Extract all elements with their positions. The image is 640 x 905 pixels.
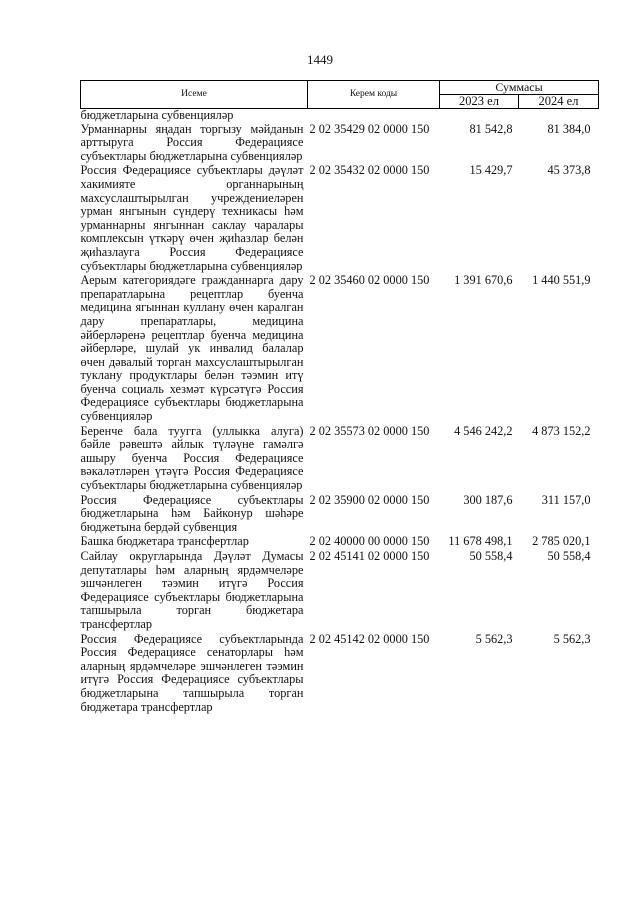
header-sums: Суммасы — [440, 81, 599, 95]
table-row — [81, 633, 599, 716]
row-name: Россия Федерациясе субъектларында Россия Федерациясе сенаторлары һәм аларның ярдәмчеләре эшчәнлеген тәэмин итүгә Россия Федерациясе субъектлары бюджетларына тапшырыла торган бюджетара трансфертлар — [80, 631, 304, 714]
header-year-2023: 2023 ел — [440, 95, 519, 109]
row-value-2023: 50 558,4 — [469, 549, 513, 563]
row-value-2023: 4 546 242,2 — [454, 423, 513, 438]
row-name: Россия Федерациясе субъектлары бюджетларына һәм Байконур шәһәре бюджетына бердәй субвенция — [80, 492, 304, 534]
row-value-2023: 1 391 670,6 — [454, 273, 513, 288]
row-value-2024: 81 384,0 — [547, 121, 591, 136]
row-value-2023 — [440, 109, 519, 123]
header-year-2024: 2024 ел — [519, 95, 599, 109]
table-row — [81, 494, 599, 536]
table-row — [81, 123, 599, 165]
row-value-2024: 1 440 551,9 — [532, 273, 591, 288]
row-name: Башка бюджетара трансфертлар — [80, 534, 249, 549]
row-name: Беренче бала туугга (уллыкка алуга) бәйле рәвештә айлык түләүне гамәлгә ашыру буенча Россия Федерациясе вәкаләтләрен үтәүгә Россия Федерациясе субъектлары бюджетларына субвенцияләр — [80, 423, 304, 493]
page-number: 1449 — [307, 52, 333, 67]
table-row — [81, 274, 599, 425]
row-name: бюджетларына субвенцияләр — [80, 108, 234, 122]
row-value-2023: 81 542,8 — [469, 121, 513, 136]
row-value-2023: 300 187,6 — [463, 492, 513, 507]
row-code: 2 02 35429 02 0000 150 — [309, 121, 430, 136]
row-code: 2 02 35460 02 0000 150 — [309, 273, 430, 288]
row-value-2024: 311 157,0 — [541, 492, 591, 507]
row-name: Сайлау округларында Дәүләт Думасы депутатлары һәм аларның ярдәмчеләре эшчәнлеген тәэмин итүгә Россия Федерациясе субъектлары бюджетларына тапшырыла торган бюджетара трансфертлар — [80, 549, 304, 631]
row-code: 2 02 45142 02 0000 150 — [309, 631, 430, 646]
row-value-2024: 5 562,3 — [553, 631, 591, 646]
row-code — [308, 109, 440, 123]
row-value-2024: 2 785 020,1 — [532, 534, 591, 549]
table-row — [81, 535, 599, 550]
row-code: 2 02 35573 02 0000 150 — [309, 423, 430, 438]
row-name: Аерым категориядәге гражданнарга дару препаратларына рецептлар буенча медицина ягыннан куллану өчен каралган дару препаратлары, медицина әйберләренә рецептлар буенча медицина әйберләре, шулай ук инвалид балалар өчен дәвалый торган махсуслаштырылган туклану продуктлары белән тәэмин итү буенча социаль хезмәт күрсәтүгә Россия Федерациясе субъектлары бюджетларына субвенцияләр — [80, 273, 304, 424]
budget-table — [80, 80, 599, 715]
row-value-2024: 4 873 152,2 — [532, 423, 591, 438]
row-name: Урманнарны яңадан торгызу мәйданын арттыруга Россия Федерациясе субъектлары бюджетларына субвенцияләр — [80, 121, 304, 163]
table-row — [81, 550, 599, 633]
row-value-2024: 50 558,4 — [547, 549, 591, 563]
row-value-2023: 5 562,3 — [475, 631, 513, 646]
row-name: Россия Федерациясе субъектлары дәүләт хакимияте органнарының махсуслаштырылган учреждениеләрен урман янгынын сүндерү техникасы һәм урманнарны янгыннан саклау чаралары комплексын үткәрү өчен җиһазлар белән җиһазлауга Россия Федерациясе субъектлары бюджетларына субвенцияләр — [80, 163, 304, 273]
table-row — [81, 164, 599, 274]
row-value-2023: 15 429,7 — [469, 163, 513, 178]
table-row — [81, 109, 599, 123]
row-value-2023: 11 678 498,1 — [448, 534, 513, 549]
row-code: 2 02 40000 00 0000 150 — [309, 534, 430, 549]
header-name: Исеме — [81, 81, 308, 109]
row-code: 2 02 45141 02 0000 150 — [309, 549, 430, 563]
header-code: Керем коды — [308, 81, 440, 109]
row-value-2024: 45 373,8 — [547, 163, 591, 178]
row-code: 2 02 35900 02 0000 150 — [309, 492, 430, 507]
table-header — [81, 81, 599, 109]
row-value-2024 — [519, 109, 599, 123]
row-code: 2 02 35432 02 0000 150 — [309, 163, 430, 178]
table-row — [81, 425, 599, 494]
